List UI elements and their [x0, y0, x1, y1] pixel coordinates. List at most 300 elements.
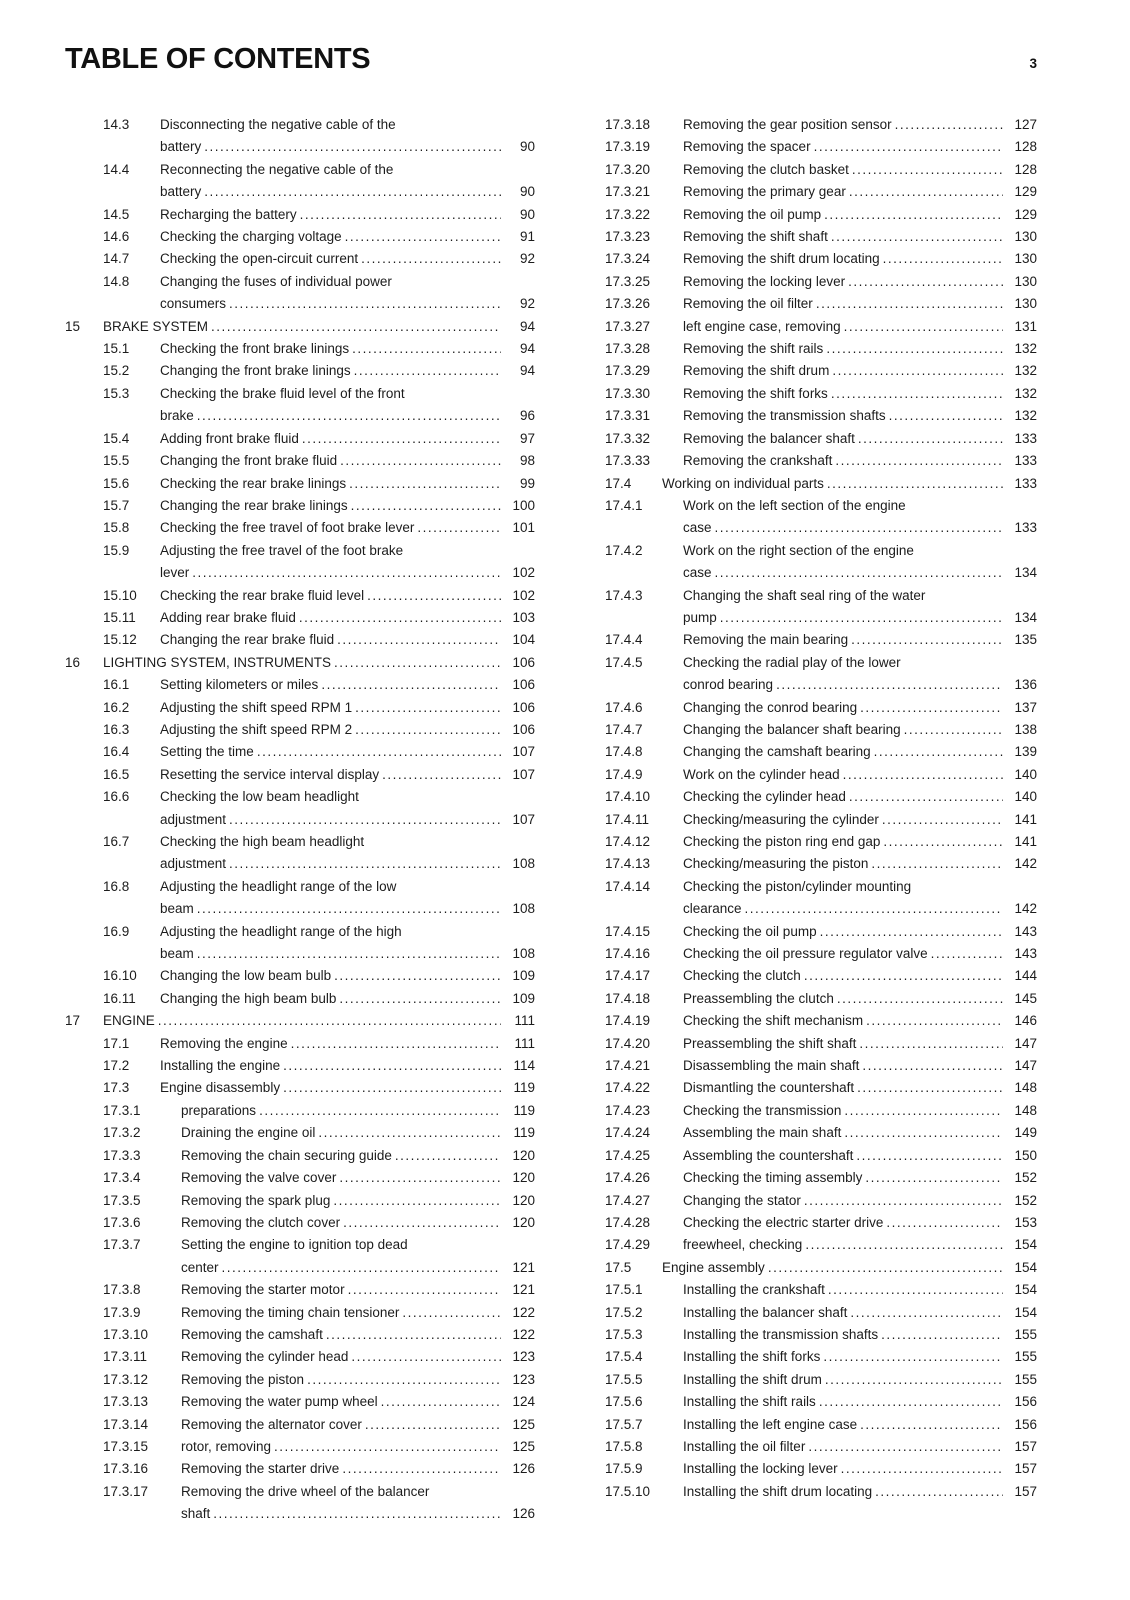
toc-entry-page: 152: [1014, 1170, 1037, 1186]
toc-entry: [605, 1324, 1037, 1346]
toc-entry-number: 17.3.28: [605, 341, 651, 357]
toc-entry: [103, 988, 535, 1010]
toc-entry-page: 106: [512, 721, 535, 737]
toc-entry-title: Installing the shift forks .....: [683, 1349, 823, 1364]
toc-entry-number: 16: [65, 654, 81, 670]
toc-entry-title: Draining the engine oil .....: [181, 1125, 318, 1140]
toc-entry-title-wrap: [160, 831, 501, 876]
toc-entry: [605, 1414, 1037, 1436]
toc-entry-number: 16.8: [103, 878, 130, 894]
toc-column-2: [567, 114, 1037, 1526]
toc-entry-number: 15.10: [103, 587, 137, 603]
toc-entry-title: Checking the brake fluid level of the front brake .....: [160, 386, 405, 423]
toc-entry-number: 17.4.10: [605, 789, 651, 805]
toc-entry-title-wrap: [683, 204, 1003, 226]
toc-entry: [605, 1033, 1037, 1055]
toc-entry: [605, 1234, 1037, 1256]
toc-entry-title-wrap: [683, 876, 1003, 921]
toc-entry-title-wrap: [683, 360, 1003, 382]
toc-entry: [103, 1190, 535, 1212]
toc-entry-page: 107: [512, 811, 535, 827]
toc-entry-title-wrap: [160, 585, 501, 607]
toc-entry: [605, 428, 1037, 450]
toc-entry-number: 17.3.6: [103, 1214, 141, 1230]
toc-entry-page: 119: [513, 1125, 535, 1141]
toc-entry-title-wrap: [103, 1010, 501, 1032]
toc-entry-number: 17.3.22: [605, 206, 651, 222]
toc-entry-title: Removing the cylinder head .....: [181, 1349, 351, 1364]
toc-entry: [103, 1212, 535, 1234]
page-header: [65, 44, 1037, 74]
toc-entry-title-wrap: [683, 159, 1003, 181]
toc-entry-title-wrap: [683, 1369, 1003, 1391]
toc-entry-number: 17.4.15: [605, 923, 651, 939]
toc-entry-number: 15.8: [103, 520, 130, 536]
toc-entry: [103, 114, 535, 159]
toc-entry-title-wrap: [683, 226, 1003, 248]
toc-entry: [103, 517, 535, 539]
toc-entry-title-wrap: [683, 1033, 1003, 1055]
toc-entry-number: 14.3: [103, 117, 130, 132]
toc-entry: [103, 428, 535, 450]
toc-entry-number: 17.4.24: [605, 1125, 651, 1141]
toc-entry-number: 16.9: [103, 923, 130, 939]
toc-entry: [103, 338, 535, 360]
toc-entry-title: Checking the radial play of the lower conrod bearing .....: [683, 655, 901, 692]
toc-entry-title: Setting kilometers or miles .....: [160, 677, 321, 692]
toc-entry-title: Resetting the service interval display .....: [160, 767, 382, 782]
toc-entry-title-wrap: [181, 1391, 501, 1413]
toc-entry-title-wrap: [683, 1481, 1003, 1503]
toc-entry-page: 98: [519, 453, 535, 469]
toc-entry-page: 120: [512, 1214, 535, 1230]
toc-entry-page: 99: [519, 475, 535, 491]
toc-entry-title: Checking/measuring the piston .....: [683, 856, 871, 871]
toc-entry-number: 17.4.12: [605, 834, 651, 849]
toc-entry: [605, 697, 1037, 719]
toc-entry-number: 17.4.8: [605, 744, 643, 760]
toc-entry-title-wrap: [683, 943, 1003, 965]
toc-entry-page: 154: [1014, 1259, 1037, 1275]
toc-entry-page: 108: [512, 901, 535, 917]
toc-entry-title-wrap: [160, 921, 501, 966]
toc-entry-title-wrap: [683, 181, 1003, 203]
toc-entry-title: Removing the clutch basket .....: [683, 162, 852, 177]
toc-entry: [103, 1324, 535, 1346]
toc-entry-title-wrap: [103, 316, 501, 338]
toc-entry-page: 142: [1014, 901, 1037, 917]
toc-entry-page: 133: [1014, 430, 1037, 446]
toc-entry: [103, 383, 535, 428]
toc-entry: [605, 585, 1037, 630]
toc-entry-page: 130: [1014, 296, 1037, 312]
toc-entry: [103, 764, 535, 786]
toc-entry-number: 17.4.5: [605, 654, 643, 670]
toc-entry-title: Removing the timing chain tensioner .....: [181, 1305, 402, 1320]
toc-entry: [103, 741, 535, 763]
toc-entry-page: 107: [512, 744, 535, 760]
toc-entry: [103, 248, 535, 270]
toc-entry-number: 17.4.4: [605, 632, 643, 648]
toc-entry-title: Removing the transmission shafts .....: [683, 408, 889, 423]
toc-entry-title-wrap: [160, 697, 501, 719]
toc-entry-title-wrap: [683, 853, 1003, 875]
toc-entry: [605, 204, 1037, 226]
toc-entry-number: 17.5: [605, 1259, 632, 1275]
toc-entry-title-wrap: [683, 1100, 1003, 1122]
toc-entry-number: 17.3.4: [103, 1170, 141, 1186]
toc-entry-title-wrap: [160, 271, 501, 316]
toc-entry-title: Installing the left engine case .....: [683, 1417, 860, 1432]
toc-entry-title-wrap: [683, 629, 1003, 651]
toc-entry-title: Removing the camshaft .....: [181, 1327, 326, 1342]
toc-entry-number: 15.6: [103, 475, 130, 491]
toc-entry-number: 17.4.28: [605, 1214, 651, 1230]
toc-entry-page: 121: [512, 1259, 535, 1275]
toc-entry-title-wrap: [683, 988, 1003, 1010]
toc-entry: [103, 1100, 535, 1122]
toc-entry-title: BRAKE SYSTEM .....: [103, 319, 211, 334]
toc-entry-page: 148: [1014, 1102, 1037, 1118]
toc-entry-number: 17.3.10: [103, 1326, 149, 1342]
toc-entry-title-wrap: [160, 383, 501, 428]
toc-entry-page: 97: [519, 430, 535, 446]
toc-entry-title: Removing the shift drum locating .....: [683, 251, 883, 266]
toc-entry-page: 143: [1014, 946, 1037, 962]
toc-entry-title-wrap: [683, 1167, 1003, 1189]
toc-entry-page: 156: [1014, 1394, 1037, 1410]
toc-entry: [103, 1481, 535, 1526]
toc-entry-page: 135: [1014, 632, 1037, 648]
toc-entry-title: Installing the shift drum .....: [683, 1372, 825, 1387]
toc-entry-title-wrap: [160, 674, 501, 696]
toc-entry-number: 17.2: [103, 1058, 130, 1074]
toc-entry-title-wrap: [160, 988, 501, 1010]
toc-entry-number: 15.7: [103, 497, 130, 513]
toc-entry-number: 17.5.2: [605, 1304, 643, 1320]
toc-entry-title: Assembling the countershaft .....: [683, 1148, 856, 1163]
toc-entry-number: 17.3.27: [605, 318, 651, 334]
toc-entry: [103, 1122, 535, 1144]
toc-entry-title-wrap: [160, 1077, 501, 1099]
toc-entry-title: Checking the electric starter drive .....: [683, 1215, 886, 1230]
toc-entry-page: 124: [512, 1394, 535, 1410]
toc-entry-page: 94: [519, 341, 535, 357]
toc-entry-number: 17.3.33: [605, 453, 651, 469]
page-number: 3: [1029, 56, 1037, 71]
toc-entry-title: Changing the fuses of individual power consumers .....: [160, 274, 392, 311]
toc-entry: [65, 1010, 535, 1032]
toc-entry-title-wrap: [181, 1279, 501, 1301]
toc-entry-title-wrap: [160, 114, 501, 159]
toc-entry-page: 147: [1014, 1058, 1037, 1074]
toc-column-1: [65, 114, 535, 1526]
toc-entry-number: 17.3.32: [605, 430, 651, 446]
toc-entry-page: 101: [512, 520, 535, 536]
toc-entry: [103, 831, 535, 876]
toc-entry-title-wrap: [683, 741, 1003, 763]
toc-entry-title-wrap: [160, 338, 501, 360]
toc-entry: [103, 1033, 535, 1055]
toc-entry-title-wrap: [160, 786, 501, 831]
toc-entry: [605, 1190, 1037, 1212]
toc-entry-number: 17.4.6: [605, 699, 643, 715]
toc-entry-page: 128: [1014, 139, 1037, 155]
toc-entry-number: 15.5: [103, 453, 130, 469]
toc-entry-number: 17.3.25: [605, 273, 651, 289]
toc-entry: [605, 338, 1037, 360]
toc-entry: [103, 204, 535, 226]
toc-entry-title: Adjusting the headlight range of the high beam .....: [160, 924, 402, 961]
toc-entry-title: Removing the oil filter .....: [683, 296, 816, 311]
toc-entry-page: 134: [1014, 609, 1037, 625]
toc-entry: [605, 293, 1037, 315]
toc-entry-number: 16.3: [103, 721, 130, 737]
toc-entry-title: Work on the cylinder head .....: [683, 767, 843, 782]
toc-entry-title-wrap: [160, 517, 501, 539]
toc-entry-number: 15.1: [103, 341, 130, 357]
toc-entry-title-wrap: [683, 1346, 1003, 1368]
toc-entry-title: Dismantling the countershaft .....: [683, 1080, 857, 1095]
toc-entry-title-wrap: [181, 1436, 501, 1458]
toc-entry-number: 16.2: [103, 699, 130, 715]
toc-entry-number: 17.4.26: [605, 1170, 651, 1186]
toc-entry-number: 17.4.9: [605, 766, 643, 782]
toc-entry-title: Checking the rear brake linings .....: [160, 476, 349, 491]
toc-entry-title-wrap: [181, 1122, 501, 1144]
toc-entry-page: 133: [1014, 475, 1037, 491]
toc-entry-title-wrap: [683, 764, 1003, 786]
toc-entry-title-wrap: [683, 1414, 1003, 1436]
toc-entry-page: 94: [519, 363, 535, 379]
toc-entry-number: 17.3.24: [605, 251, 651, 267]
toc-entry-title-wrap: [683, 248, 1003, 270]
toc-entry-title: Reconnecting the negative cable of the battery .....: [160, 162, 393, 199]
toc-entry-page: 133: [1014, 453, 1037, 469]
toc-entry-page: 139: [1014, 744, 1037, 760]
toc-entry-number: 16.1: [103, 677, 130, 693]
toc-entry: [103, 1302, 535, 1324]
toc-entry: [605, 943, 1037, 965]
toc-entry-page: 107: [512, 766, 535, 782]
toc-entry-title: Adjusting the shift speed RPM 1 .....: [160, 700, 355, 715]
toc-entry: [605, 360, 1037, 382]
toc-entry-page: 131: [1014, 318, 1037, 334]
toc-entry: [103, 1055, 535, 1077]
toc-entry: [605, 965, 1037, 987]
toc-entry-title-wrap: [683, 809, 1003, 831]
toc-entry-page: 148: [1014, 1080, 1037, 1096]
toc-entry: [605, 831, 1037, 853]
toc-entry-number: 17.4.1: [605, 497, 643, 513]
toc-entry-page: 157: [1014, 1461, 1037, 1477]
toc-entry-page: 104: [512, 632, 535, 648]
toc-entry: [605, 1458, 1037, 1480]
toc-entry-page: 145: [1014, 990, 1037, 1006]
toc-entry-title-wrap: [683, 1055, 1003, 1077]
toc-entry-title: Checking the high beam headlight adjustment .....: [160, 834, 364, 871]
toc-entry-page: 141: [1014, 834, 1037, 849]
toc-entry: [103, 1234, 535, 1279]
toc-entry-title: Removing the engine .....: [160, 1036, 291, 1051]
toc-entry-title: Removing the gear position sensor .....: [683, 117, 895, 132]
toc-entry-title: Adding front brake fluid .....: [160, 431, 302, 446]
toc-entry-number: 17.4.3: [605, 587, 643, 603]
toc-entry: [605, 181, 1037, 203]
toc-entry-title: Removing the locking lever .....: [683, 274, 848, 289]
toc-entry-title: Removing the shift rails .....: [683, 341, 826, 356]
toc-entry-page: 141: [1014, 811, 1037, 827]
toc-entry-title: Removing the water pump wheel .....: [181, 1394, 381, 1409]
toc-entry-title: Adjusting the shift speed RPM 2 .....: [160, 722, 355, 737]
toc-entry-number: 17.3.17: [103, 1483, 149, 1499]
toc-entry-title: Checking the clutch .....: [683, 968, 804, 983]
toc-entry-title-wrap: [160, 719, 501, 741]
toc-entry-title: Preassembling the shift shaft .....: [683, 1036, 859, 1051]
toc-entry-page: 96: [519, 408, 535, 424]
toc-entry: [605, 248, 1037, 270]
toc-entry-page: 155: [1014, 1371, 1037, 1387]
toc-entry-number: 17.4.25: [605, 1147, 651, 1163]
toc-entry-number: 17.4.17: [605, 968, 651, 984]
toc-entry: [65, 316, 535, 338]
toc-entry-title-wrap: [683, 1190, 1003, 1212]
toc-entry-page: 122: [512, 1304, 535, 1320]
toc-entry: [103, 719, 535, 741]
toc-entry-title: ENGINE .....: [103, 1013, 158, 1028]
toc-entry-page: 90: [519, 206, 535, 222]
toc-entry: [605, 316, 1037, 338]
toc-entry-number: 17.5.3: [605, 1326, 643, 1342]
toc-entry-title: Checking the shift mechanism .....: [683, 1013, 866, 1028]
toc-entry-number: 17.5.1: [605, 1282, 643, 1298]
toc-entry-title-wrap: [683, 652, 1003, 697]
toc-entry-number: 17.3.1: [103, 1102, 141, 1118]
toc-entry-number: 15.11: [103, 609, 136, 625]
toc-entry-page: 132: [1014, 341, 1037, 357]
toc-entry-number: 17.3.23: [605, 229, 651, 245]
toc-entry-title-wrap: [683, 428, 1003, 450]
toc-entry-number: 14.5: [103, 206, 130, 222]
toc-entry-page: 157: [1014, 1438, 1037, 1454]
toc-entry-title: Installing the balancer shaft .....: [683, 1305, 850, 1320]
toc-entry-title-wrap: [683, 1279, 1003, 1301]
toc-entry: [103, 786, 535, 831]
toc-entry: [605, 495, 1037, 540]
toc-entry: [103, 473, 535, 495]
toc-entry-title-wrap: [160, 540, 501, 585]
toc-entry-title-wrap: [181, 1234, 501, 1279]
toc-entry: [605, 1010, 1037, 1032]
toc-entry-title-wrap: [683, 1458, 1003, 1480]
toc-entry-number: 15.4: [103, 430, 130, 446]
toc-entry-number: 17: [65, 1013, 81, 1029]
toc-entry-page: 152: [1014, 1192, 1037, 1208]
toc-entry: [103, 674, 535, 696]
toc-entry: [103, 226, 535, 248]
toc-entry-page: 154: [1014, 1304, 1037, 1320]
toc-entry: [103, 1414, 535, 1436]
toc-entry: [103, 876, 535, 921]
toc-entry: [605, 853, 1037, 875]
toc-entry-title-wrap: [683, 293, 1003, 315]
toc-entry-number: 17.5.7: [605, 1416, 643, 1432]
toc-entry-page: 129: [1014, 206, 1037, 222]
toc-entry-number: 17.3.9: [103, 1304, 141, 1320]
toc-entry-page: 130: [1014, 229, 1037, 245]
toc-entry: [103, 1145, 535, 1167]
toc-entry-number: 17.3: [103, 1080, 130, 1096]
toc-entry-page: 109: [512, 968, 535, 984]
toc-entry-title: Setting the engine to ignition top dead center .....: [181, 1237, 408, 1274]
toc-entry-number: 17.4.11: [605, 811, 650, 827]
toc-entry: [103, 697, 535, 719]
toc-entry-number: 16.4: [103, 744, 130, 760]
toc-entry-number: 17.3.3: [103, 1147, 141, 1163]
toc-entry-title: Checking the free travel of foot brake lever .....: [160, 520, 417, 535]
toc-entry-page: 111: [514, 1013, 535, 1029]
toc-entry-title: Removing the chain securing guide .....: [181, 1148, 395, 1163]
toc-entry-title: freewheel, checking .....: [683, 1237, 805, 1252]
toc-entry: [605, 921, 1037, 943]
toc-entry-page: 109: [512, 990, 535, 1006]
toc-entry-page: 120: [512, 1192, 535, 1208]
toc-entry: [103, 159, 535, 204]
toc-entry: [65, 652, 535, 674]
toc-entry-page: 103: [512, 609, 535, 625]
toc-entry-number: 17.3.18: [605, 117, 651, 132]
toc-entry-page: 136: [1014, 677, 1037, 693]
toc-entry-title-wrap: [683, 495, 1003, 540]
toc-entry-title-wrap: [160, 226, 501, 248]
toc-entry-number: 17.4.19: [605, 1013, 651, 1029]
toc-entry-page: 114: [513, 1058, 535, 1074]
toc-entry: [103, 540, 535, 585]
toc-entry-title: Removing the drive wheel of the balancer shaft .....: [181, 1484, 429, 1521]
toc-entry-title-wrap: [683, 585, 1003, 630]
toc-entry-number: 17.3.30: [605, 385, 651, 401]
toc-entry-title: Checking/measuring the cylinder .....: [683, 812, 882, 827]
toc-entry-page: 102: [512, 565, 535, 581]
toc-entry: [605, 383, 1037, 405]
toc-entry-title: Engine assembly .....: [662, 1260, 768, 1275]
toc-entry-title-wrap: [683, 697, 1003, 719]
toc-entry-title-wrap: [181, 1458, 501, 1480]
toc-entry-title-wrap: [160, 764, 501, 786]
toc-entry-number: 17.3.14: [103, 1416, 149, 1432]
toc-entry-page: 90: [519, 139, 535, 155]
toc-entry-title-wrap: [160, 204, 501, 226]
toc-entry: [605, 988, 1037, 1010]
toc-entry: [605, 1122, 1037, 1144]
toc-entry: [605, 1145, 1037, 1167]
toc-entry-page: 156: [1014, 1416, 1037, 1432]
toc-entry: [103, 495, 535, 517]
toc-entry-number: 17.5.8: [605, 1438, 643, 1454]
toc-entry-title: Removing the shift shaft .....: [683, 229, 831, 244]
toc-entry-page: 154: [1014, 1282, 1037, 1298]
toc-entry-page: 153: [1014, 1214, 1037, 1230]
toc-entry-page: 132: [1014, 385, 1037, 401]
toc-entry-title: Preassembling the clutch .....: [683, 991, 837, 1006]
toc-entry-number: 17.4.2: [605, 542, 643, 558]
toc-entry: [605, 540, 1037, 585]
toc-entry-title-wrap: [181, 1302, 501, 1324]
toc-entry-title-wrap: [160, 473, 501, 495]
toc-entry-number: 15.3: [103, 385, 130, 401]
toc-entry-page: 140: [1014, 766, 1037, 782]
toc-entry-number: 17.3.2: [103, 1125, 141, 1141]
